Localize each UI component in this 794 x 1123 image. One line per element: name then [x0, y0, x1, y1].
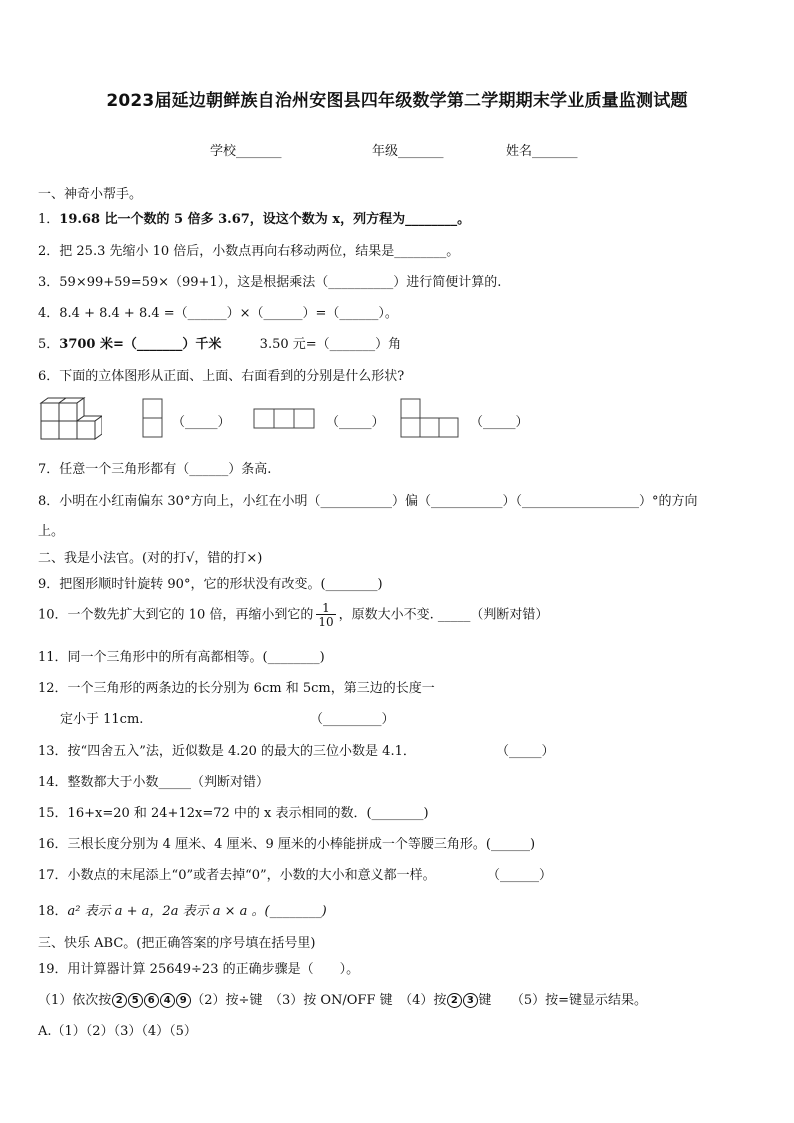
question-6: [38, 365, 404, 384]
question-text: 任意一个三角形都有（______）条高.: [59, 462, 272, 477]
question-number: 9．: [38, 577, 60, 592]
question-18: [38, 900, 327, 919]
question-5: [38, 333, 401, 352]
q13-answer-blank[interactable]: （_____）: [496, 744, 555, 759]
question-9: [38, 573, 383, 592]
key-2-icon: 2: [112, 993, 127, 1008]
q19-option-a[interactable]: A.（1）（2）（3）（4）（5）: [38, 1024, 197, 1039]
q6-answer-blank-2[interactable]: （_____）: [326, 415, 385, 430]
fraction-numerator: 1: [322, 601, 330, 615]
question-text: 3700 米=（_______）千米: [59, 337, 222, 352]
question-text: a² 表示 a + a，2a 表示 a × a 。(________): [67, 904, 327, 919]
key-6-icon: 6: [144, 993, 159, 1008]
question-number: 12．: [38, 681, 68, 696]
fraction-denominator: 10: [318, 615, 334, 629]
front-view-figure: [141, 398, 165, 440]
question-14: [38, 771, 269, 790]
question-number: 18．: [38, 904, 68, 919]
question-text: 同一个三角形中的所有高都相等。(________): [67, 650, 325, 665]
question-number: 6．: [38, 369, 60, 384]
question-number: 3．: [38, 275, 60, 290]
section-3-heading: 三、快乐 ABC。(把正确答案的序号填在括号里): [38, 936, 316, 951]
fraction-one-tenth: [316, 602, 335, 628]
question-text: 小数点的末尾添上“0”或者去掉“0”，小数的大小和意义都一样。: [67, 868, 436, 883]
question-15: [38, 802, 429, 821]
key-9-icon: 9: [176, 993, 191, 1008]
question-4: [38, 302, 398, 321]
q6-answer-blank-3[interactable]: （_____）: [470, 415, 529, 430]
question-number: 8．: [38, 494, 60, 509]
question-3: [38, 271, 501, 290]
step-text-3: 键 （5）按=键显示结果。: [478, 993, 648, 1008]
question-number: 11．: [38, 650, 68, 665]
section-2-heading: 二、我是小法官。(对的打√，错的打×): [38, 551, 263, 566]
question-number: 1．: [38, 212, 60, 227]
question-text: 16+x=20 和 24+12x=72 中的 x 表示相同的数．(________): [67, 806, 429, 821]
question-number: 4．: [38, 306, 60, 321]
question-text: 一个数先扩大到它的 10 倍，再缩小到它的: [67, 607, 314, 623]
question-text: 59×99+59=59×（99+1），这是根据乘法（__________）进行简便计算的.: [59, 275, 502, 290]
name-field[interactable]: 姓名_______: [506, 144, 578, 159]
question-10: [38, 602, 548, 628]
question-2: [38, 240, 459, 259]
question-number: 10．: [38, 607, 68, 623]
right-view-figure: [399, 398, 463, 440]
question-13: [38, 740, 416, 759]
question-19-steps: [38, 989, 647, 1008]
question-text: 整数都大于小数_____（判断对错）: [67, 775, 270, 790]
key-3-icon: 3: [463, 993, 478, 1008]
question-8: [38, 490, 697, 509]
question-text: 8.4 + 8.4 + 8.4 =（______）×（______）=（______）。: [59, 306, 398, 321]
cube-stack-figure: [38, 396, 102, 442]
key-4-icon: 4: [160, 993, 175, 1008]
q17-answer-blank[interactable]: （______）: [487, 868, 553, 883]
q12-answer-blank[interactable]: （_________）: [310, 712, 395, 727]
question-text: 把图形顺时针旋转 90°，它的形状没有改变。(________): [59, 577, 383, 592]
question-number: 17．: [38, 868, 68, 883]
key-5-icon: 5: [128, 993, 143, 1008]
question-text: 下面的立体图形从正面、上面、右面看到的分别是什么形状?: [59, 369, 405, 384]
top-view-figure: [252, 408, 320, 430]
key-2-icon: 2: [447, 993, 462, 1008]
q6-answer-blank-1[interactable]: （_____）: [172, 415, 231, 430]
question-1: [38, 208, 470, 227]
question-12: [38, 677, 435, 696]
question-text: 小明在小红南偏东 30°方向上，小红在小明（___________）偏（___________）（__________________）°的方向: [59, 494, 698, 509]
question-11: [38, 646, 325, 665]
question-19: [38, 958, 359, 977]
question-number: 16．: [38, 837, 68, 852]
question-number: 5．: [38, 337, 60, 352]
section-1-heading: 一、神奇小帮手。: [38, 187, 143, 202]
question-text-b: 3.50 元=（_______）角: [259, 337, 402, 352]
question-text-b: ，原数大小不变. _____（判断对错）: [338, 607, 549, 623]
question-number: 14．: [38, 775, 68, 790]
question-number: 19．: [38, 962, 68, 977]
school-field[interactable]: 学校_______: [210, 144, 282, 159]
question-12-cont: 定小于 11cm.: [60, 712, 144, 727]
question-text: 19.68 比一个数的 5 倍多 3.67，设这个数为 x，列方程为________。: [59, 212, 471, 227]
question-8-cont: 上。: [38, 524, 65, 539]
question-text: 按“四舍五入”法，近似数是 4.20 的最大的三位小数是 4.1．: [67, 744, 416, 759]
page-title: 2023届延边朝鲜族自治州安图县四年级数学第二学期期末学业质量监测试题: [106, 91, 688, 111]
question-7: [38, 458, 271, 477]
question-number: 13．: [38, 744, 68, 759]
question-text: 用计算器计算 25649÷23 的正确步骤是（ ）。: [67, 962, 360, 977]
question-16: [38, 833, 535, 852]
grade-field[interactable]: 年级_______: [372, 144, 444, 159]
step-text-1: （1）依次按: [38, 993, 112, 1008]
question-number: 15．: [38, 806, 68, 821]
question-number: 7．: [38, 462, 60, 477]
step-text-2: （2）按÷键 （3）按 ON/OFF 键 （4）按: [191, 993, 447, 1008]
question-text: 三根长度分别为 4 厘米、4 厘米、9 厘米的小棒能拼成一个等腰三角形。(______): [67, 837, 536, 852]
question-text: 一个三角形的两条边的长分别为 6cm 和 5cm，第三边的长度一: [67, 681, 435, 696]
question-17: [38, 864, 436, 883]
question-number: 2．: [38, 244, 60, 259]
question-text: 把 25.3 先缩小 10 倍后，小数点再向右移动两位，结果是________。: [59, 244, 460, 259]
